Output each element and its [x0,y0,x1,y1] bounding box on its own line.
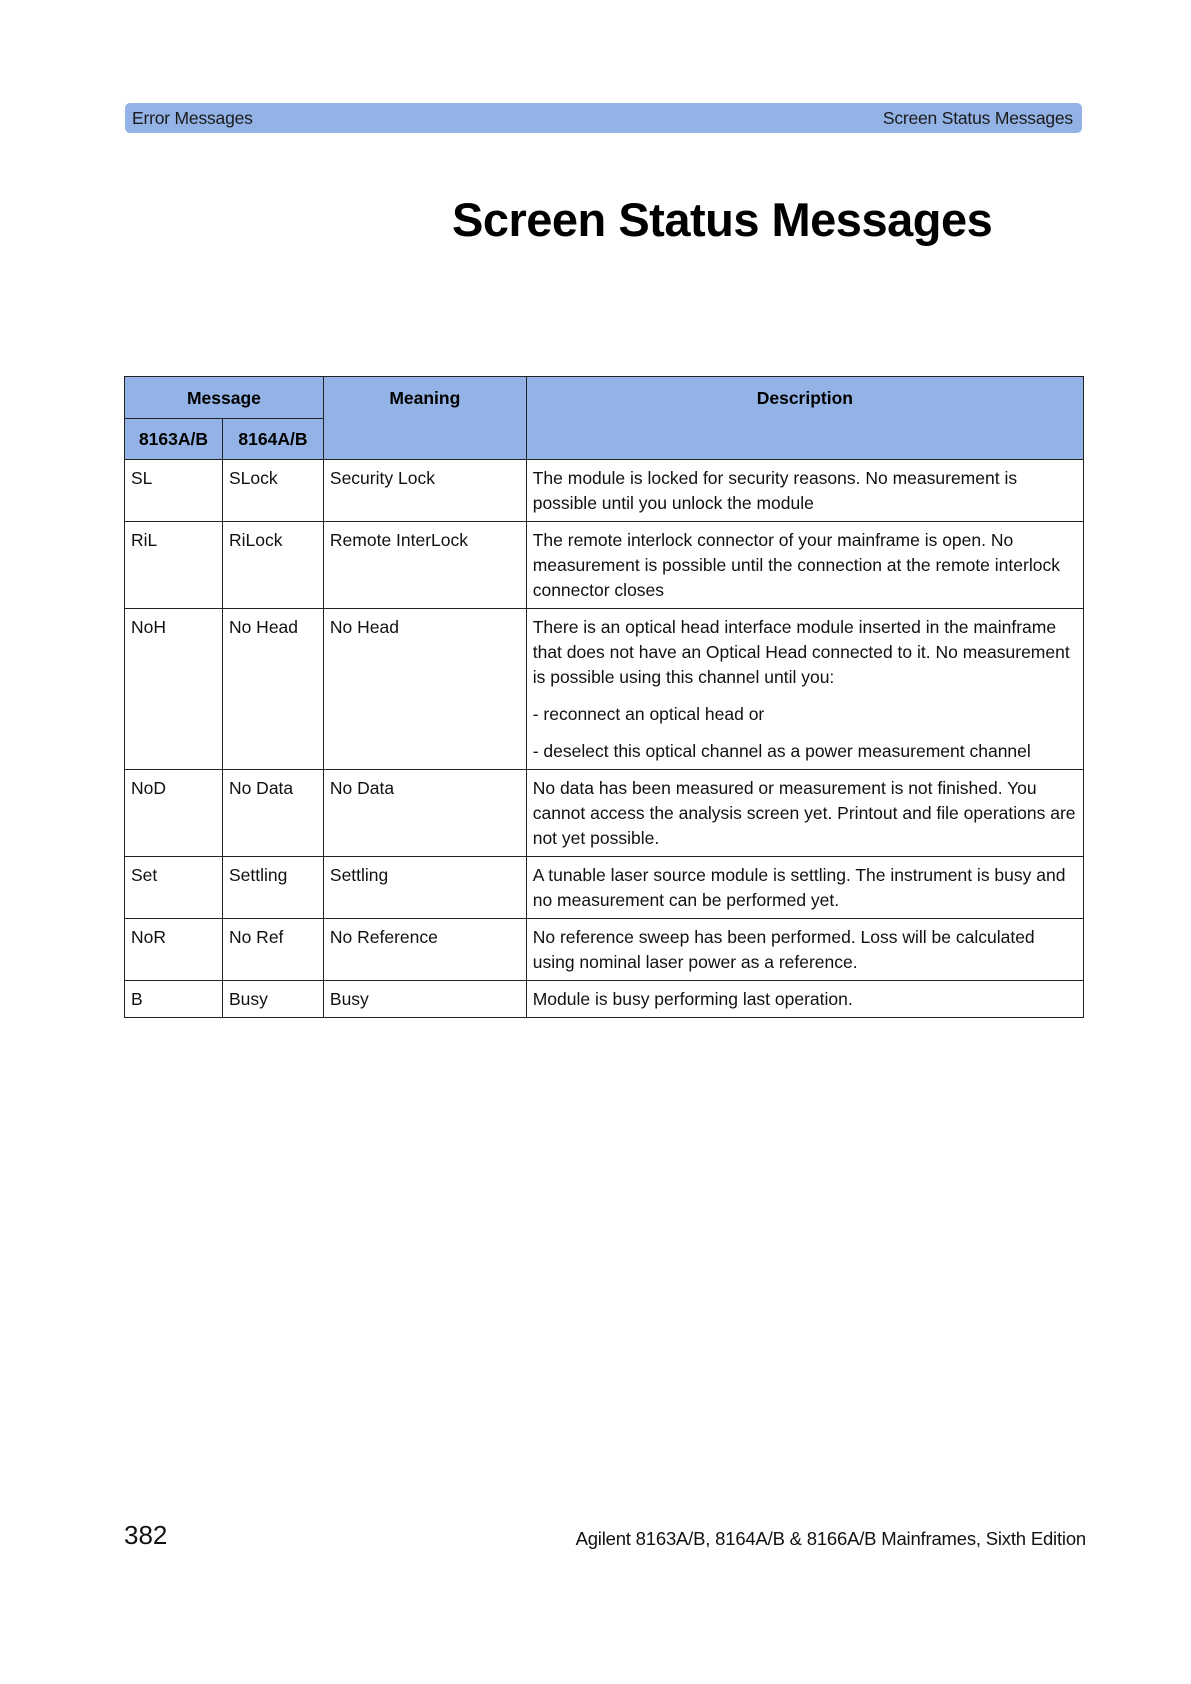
cell-description [526,919,1083,981]
document-title: Agilent 8163A/B, 8164A/B & 8166A/B Mainframes, Sixth Edition [575,1528,1086,1549]
table-row [125,770,1084,857]
cell-8164-message: RiLock [222,522,323,609]
table-row [125,857,1084,919]
description-text: A tunable laser source module is settling. The instrument is busy and no measurement can be performed yet. [532,865,1066,910]
cell-meaning: No Data [323,770,526,857]
description-text: No data has been measured or measurement is not finished. You cannot access the analysis screen yet. Printout and file operations are not yet possible. [532,778,1076,848]
cell-description [526,857,1083,919]
table-row [125,609,1084,770]
cell-description [526,460,1083,522]
running-header [125,103,1082,133]
running-header-topic: Screen Status Messages [882,107,1073,128]
table-row [125,919,1084,981]
description-text: No reference sweep has been performed. Loss will be calculated using nominal laser power as a reference. [532,927,1035,972]
description-text: Module is busy performing last operation. [532,989,853,1009]
column-header-message: Message [125,377,324,419]
running-header-section: Error Messages [132,107,253,128]
description-text: The remote interlock connector of your mainframe is open. No measurement is possible until the connection at the remote interlock connector closes [532,530,1060,600]
cell-8163-message: Set [125,857,223,919]
description-text: There is an optical head interface module inserted in the mainframe that does not have an Optical Head connected to it. No measurement is possible using this channel until you: [532,617,1070,687]
cell-meaning: No Reference [323,919,526,981]
column-header-8164: 8164A/B [222,419,323,460]
cell-8164-message: Busy [222,981,323,1018]
cell-description [526,770,1083,857]
cell-8164-message: No Head [222,609,323,770]
cell-8163-message: SL [125,460,223,522]
cell-meaning: No Head [323,609,526,770]
table-row [125,522,1084,609]
page-number: 382 [124,1520,168,1550]
table-row [125,460,1084,522]
cell-meaning: Busy [323,981,526,1018]
description-list-item: - deselect this optical channel as a power measurement channel [532,741,1031,761]
cell-8163-message: NoR [125,919,223,981]
description-list-item: - reconnect an optical head or [532,704,765,724]
cell-description [526,522,1083,609]
page-title: Screen Status Messages [452,193,993,246]
cell-meaning: Settling [323,857,526,919]
cell-8163-message: NoH [125,609,223,770]
cell-8164-message: SLock [222,460,323,522]
cell-description [526,981,1083,1018]
cell-8163-message: B [125,981,223,1018]
cell-8163-message: NoD [125,770,223,857]
cell-meaning: Remote InterLock [323,522,526,609]
cell-description [526,609,1083,770]
column-header-description: Description [526,377,1083,460]
status-messages-table [124,376,1084,1018]
column-header-8163: 8163A/B [125,419,223,460]
description-text: The module is locked for security reasons. No measurement is possible until you unlock the module [532,468,1018,513]
cell-8164-message: No Data [222,770,323,857]
cell-8163-message: RiL [125,522,223,609]
column-header-meaning: Meaning [323,377,526,460]
table-header-row [125,377,1084,419]
cell-8164-message: Settling [222,857,323,919]
table-body [125,460,1084,1018]
cell-8164-message: No Ref [222,919,323,981]
table-row [125,981,1084,1018]
cell-meaning: Security Lock [323,460,526,522]
